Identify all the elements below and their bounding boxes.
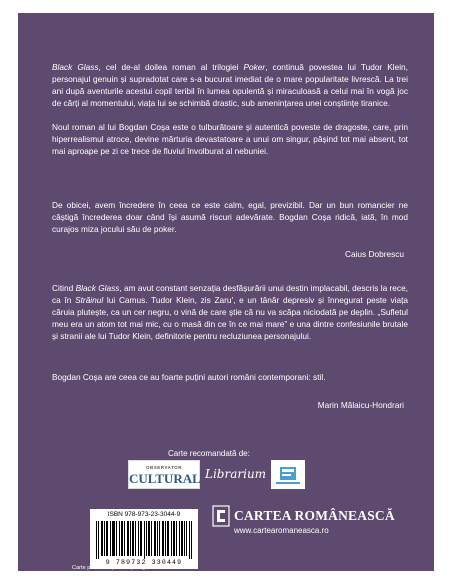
- quote-2-segment: , am avut constant senzația desfășurării unui destin implacabil, descris la rece, ca în: [52, 283, 408, 306]
- barcode-bar: [128, 521, 129, 556]
- barcode-bar: [163, 521, 164, 556]
- blurb-paragraph-2: Noul roman al lui Bogdan Coșa este o tulburătoare și autentică poveste de dragoste, care, prin hiperrealismul atroce, devine mărturia devastatoare a unui om singur, pășind tot mai absent, tot mai aproape pe zi ce trece de fluviul învolburat al nebuniei.: [52, 122, 408, 157]
- isbn-block: [90, 509, 198, 569]
- barcode-bar: [122, 521, 123, 556]
- barcode-bar: [168, 521, 169, 556]
- barcode-bar: [102, 521, 103, 556]
- barcode-bar: [167, 521, 168, 556]
- quote-2-segment: lui Camus. Tudor Klein, zis Zaru', e un tânăr depresiv și înnegurat peste viața căruia plutește, ca un cer negru, o vină de care știe că nu va scăpa niciodată pe deplin. „Sufletul meu era un atom tot mai mic, cu o masă din ce în ce mai mare” e una dintre confesiunile brutale și stranii ale lui Tudor Klein, definitorie pentru recluziunea personajului.: [52, 295, 408, 342]
- quote-2-segment: Black Glass: [75, 283, 120, 293]
- barcode-bar: [174, 521, 175, 556]
- book-stack-icon: [271, 460, 305, 489]
- barcode-bar: [146, 521, 147, 556]
- barcode-bar: [138, 521, 139, 556]
- barcode-bar: [124, 521, 125, 556]
- recommended-label: Carte recomandată de:: [168, 449, 250, 458]
- quote-1-text: De obicei, avem încredere în ceea ce este calm, egal, previzibil. Dar un bun romancier ne câștigă încrederea doar când își asumă riscuri adevărate. Bogdan Coșa ridică, iată, în mod curajos miza jocului său de poker.: [52, 200, 408, 235]
- barcode-bar: [98, 521, 99, 559]
- barcode-bar: [113, 521, 114, 556]
- barcode-bar: [121, 521, 122, 556]
- observator-cultural-logo: [128, 460, 200, 489]
- quote-2-text: [52, 282, 408, 342]
- barcode-bar: [154, 521, 155, 556]
- barcode-bar: [173, 521, 174, 556]
- barcode: [96, 521, 192, 559]
- barcode-bar: [148, 521, 149, 556]
- barcode-bar: [140, 521, 141, 556]
- blurb-paragraph-1-segment: Black Glass: [52, 62, 99, 72]
- barcode-bar: [182, 521, 183, 556]
- observator-cultural-top: OBSERVATOR: [146, 465, 182, 470]
- barcode-bar: [107, 521, 108, 556]
- barcode-bar: [176, 521, 177, 556]
- quote-2-author: Marin Mălaicu-Hondrari: [317, 400, 404, 410]
- publisher-logo-icon: [212, 505, 230, 527]
- barcode-bar: [155, 521, 156, 556]
- quote-2-segment: Străinul: [75, 295, 104, 306]
- barcode-bar: [96, 521, 97, 559]
- barcode-bar: [159, 521, 160, 556]
- barcode-bar: [127, 521, 128, 556]
- observator-cultural-main: CULTURAL: [129, 471, 201, 486]
- barcode-bar: [162, 521, 163, 556]
- barcode-bar: [149, 521, 150, 556]
- blurb-paragraph-1-segment: , continuă povestea lui Tudor Klein, personajul genuin și supradotat care s-a bucurat imediat de o mare popularitate livrescă. La trei ani după aventurile acestui copil teribil în lumea opulentă și miraculoasă a celui mai în vogă joc de cărți al momentului, viața lui se schimbă drastic, sub amenințarea unei conștiințe tiranice.: [52, 62, 408, 109]
- barcode-bar: [179, 521, 180, 556]
- barcode-bar: [151, 521, 152, 556]
- barcode-bar: [106, 521, 107, 556]
- barcode-bar: [101, 521, 102, 556]
- barcode-bar: [189, 521, 190, 559]
- barcode-bar: [112, 521, 113, 556]
- barcode-bar: [191, 521, 192, 559]
- publisher-name: CARTEA ROMÂNEASCĂ: [234, 508, 395, 523]
- barcode-bar: [165, 521, 166, 556]
- barcode-bar: [132, 521, 133, 556]
- librarium-logo: [205, 460, 267, 489]
- blurb-paragraph-1: [52, 61, 408, 109]
- publisher-url: www.cartearomaneasca.ro: [234, 526, 329, 535]
- back-cover: [18, 13, 434, 571]
- barcode-bar: [184, 521, 185, 556]
- blurb-paragraph-1-segment: , cel de-al doilea roman al trilogiei: [98, 62, 244, 72]
- barcode-bar: [181, 521, 182, 556]
- barcode-bar: [119, 521, 120, 556]
- edition-note: Carte publicată și în ediție digitală: [72, 565, 156, 571]
- barcode-bar: [186, 521, 187, 556]
- librarium-logo-text: Librarium: [205, 467, 267, 481]
- barcode-bar: [110, 521, 111, 556]
- barcode-bar: [133, 521, 134, 556]
- isbn-text: ISBN 978-973-23-3044-9: [107, 511, 181, 518]
- barcode-bar: [144, 521, 145, 559]
- quote-2-segment: Citind: [52, 283, 76, 293]
- barcode-bar: [171, 521, 172, 556]
- book-partner-logo: [271, 460, 305, 489]
- barcode-number: 9 789732 330449: [105, 559, 183, 566]
- barcode-bar: [135, 521, 136, 556]
- quote-2-closing: Bogdan Coșa are ceea ce au foarte puțini autori români contemporani: stil.: [52, 372, 326, 382]
- barcode-bar: [114, 521, 115, 556]
- barcode-bar: [141, 521, 142, 556]
- barcode-bar: [104, 521, 105, 556]
- barcode-bar: [130, 521, 131, 556]
- blurb-paragraph-1-segment: Poker: [243, 62, 266, 72]
- barcode-bar: [157, 521, 158, 556]
- barcode-bar: [116, 521, 117, 556]
- quote-1-author: Caius Dobrescu: [344, 249, 404, 259]
